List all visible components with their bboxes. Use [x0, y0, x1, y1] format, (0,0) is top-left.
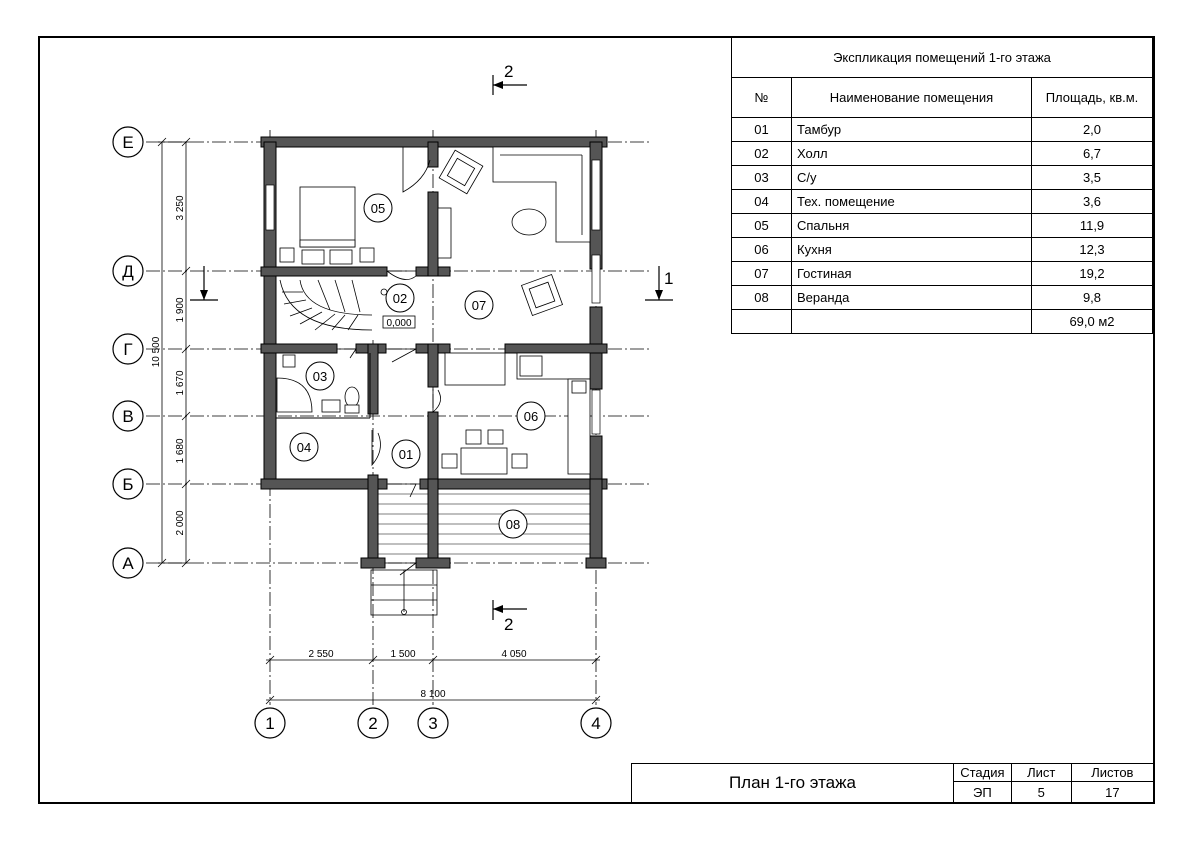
boiler: [283, 355, 295, 367]
table-row: [732, 118, 1153, 142]
room-name: Холл: [792, 142, 1032, 166]
title-block: [631, 763, 1154, 803]
toilet-tank: [345, 405, 359, 413]
room-num: 02: [732, 142, 792, 166]
room-name: Спальня: [792, 214, 1032, 238]
nightstand-left: [280, 248, 294, 262]
nightstand-right: [360, 248, 374, 262]
table-row: [732, 262, 1153, 286]
washbasin: [322, 400, 340, 412]
room-area: 3,6: [1032, 190, 1153, 214]
room-num: 07: [732, 262, 792, 286]
sink: [572, 381, 586, 393]
room-area: 19,2: [1032, 262, 1153, 286]
dim-v-total: 10 500: [151, 336, 162, 368]
axis-label-3: 3: [428, 714, 438, 733]
header-area: Площадь, кв.м.: [1032, 78, 1153, 118]
header-name: Наименование помещения: [792, 78, 1032, 118]
dining-table: [461, 448, 507, 474]
axis-label-b: Б: [122, 475, 134, 494]
section-label-bottom: 2: [504, 615, 514, 634]
room-tag-02: 02: [392, 291, 408, 306]
table-row: [732, 238, 1153, 262]
chair-1: [466, 430, 481, 444]
total-num-empty: [732, 310, 792, 334]
stage-value: ЭП: [953, 782, 1011, 803]
room-tag-07: 07: [471, 298, 487, 313]
axis-label-g: Г: [123, 340, 133, 359]
table-row: [732, 190, 1153, 214]
pillow-right: [330, 250, 352, 264]
room-area: 2,0: [1032, 118, 1153, 142]
room-name: Веранда: [792, 286, 1032, 310]
dim-h-total: 8 100: [420, 689, 446, 700]
level-mark: 0,000: [386, 318, 412, 329]
stove: [520, 356, 542, 376]
kitchen-island: [445, 353, 505, 385]
staircase: [280, 280, 387, 330]
room-num: 04: [732, 190, 792, 214]
room-num: 01: [732, 118, 792, 142]
total-area: 69,0 м2: [1032, 310, 1153, 334]
table-row: [732, 214, 1153, 238]
room-tag-03: 03: [312, 369, 328, 384]
chair-2: [488, 430, 503, 444]
coffee-table: [512, 209, 546, 235]
pillow-left: [302, 250, 324, 264]
room-num: 05: [732, 214, 792, 238]
dim-v-4: 1 680: [175, 438, 186, 464]
axis-label-a: А: [122, 554, 134, 573]
stage-label: Стадия: [953, 764, 1011, 782]
room-name: Тех. помещение: [792, 190, 1032, 214]
axis-label-4: 4: [591, 714, 601, 733]
dim-v-2: 1 900: [175, 297, 186, 323]
shower: [277, 378, 312, 412]
dim-v-5: 2 000: [175, 510, 186, 536]
total-row: [732, 310, 1153, 334]
room-name: Гостиная: [792, 262, 1032, 286]
room-name: С/у: [792, 166, 1032, 190]
room-tag-01: 01: [398, 447, 414, 462]
sheet-title: План 1-го этажа: [632, 764, 954, 803]
chair-4: [512, 454, 527, 468]
room-num: 03: [732, 166, 792, 190]
room-tag-05: 05: [370, 201, 386, 216]
room-area: 11,9: [1032, 214, 1153, 238]
room-area: 3,5: [1032, 166, 1153, 190]
table-row: [732, 142, 1153, 166]
header-num: №: [732, 78, 792, 118]
room-num: 08: [732, 286, 792, 310]
dim-h-2: 1 500: [390, 649, 416, 660]
total-name-empty: [792, 310, 1032, 334]
axis-label-2: 2: [368, 714, 378, 733]
sheet-value: 5: [1011, 782, 1071, 803]
explication-table: [731, 37, 1153, 334]
room-name: Тамбур: [792, 118, 1032, 142]
axis-label-v: В: [122, 407, 134, 426]
table-row: [732, 166, 1153, 190]
room-name: Кухня: [792, 238, 1032, 262]
axis-label-d: Д: [122, 262, 134, 281]
room-num: 06: [732, 238, 792, 262]
section-label-right: 1: [664, 269, 674, 288]
dim-v-1: 3 250: [175, 195, 186, 221]
axis-label-1: 1: [265, 714, 275, 733]
explication-title: Экспликация помещений 1-го этажа: [732, 38, 1153, 78]
dim-v-3: 1 670: [175, 370, 186, 396]
dim-h-3: 4 050: [501, 649, 527, 660]
entrance-steps: [371, 570, 437, 615]
bed-headboard: [300, 240, 355, 247]
section-label-top: 2: [504, 62, 514, 81]
room-tag-04: 04: [296, 440, 312, 455]
sheet-label: Лист: [1011, 764, 1071, 782]
room-tag-08: 08: [505, 517, 521, 532]
sheets-label: Листов: [1071, 764, 1153, 782]
room-area: 6,7: [1032, 142, 1153, 166]
chair-3: [442, 454, 457, 468]
armchair-bottom: [521, 274, 562, 315]
veranda-deck: [378, 494, 592, 554]
toilet: [345, 387, 359, 407]
bed: [300, 187, 355, 247]
table-row: [732, 286, 1153, 310]
armchair-top: [439, 150, 483, 194]
room-area: 12,3: [1032, 238, 1153, 262]
sheets-value: 17: [1071, 782, 1153, 803]
room-tag-06: 06: [523, 409, 539, 424]
room-area: 9,8: [1032, 286, 1153, 310]
axis-label-e: Е: [122, 133, 134, 152]
fireplace: [438, 208, 451, 258]
dim-h-1: 2 550: [308, 649, 334, 660]
